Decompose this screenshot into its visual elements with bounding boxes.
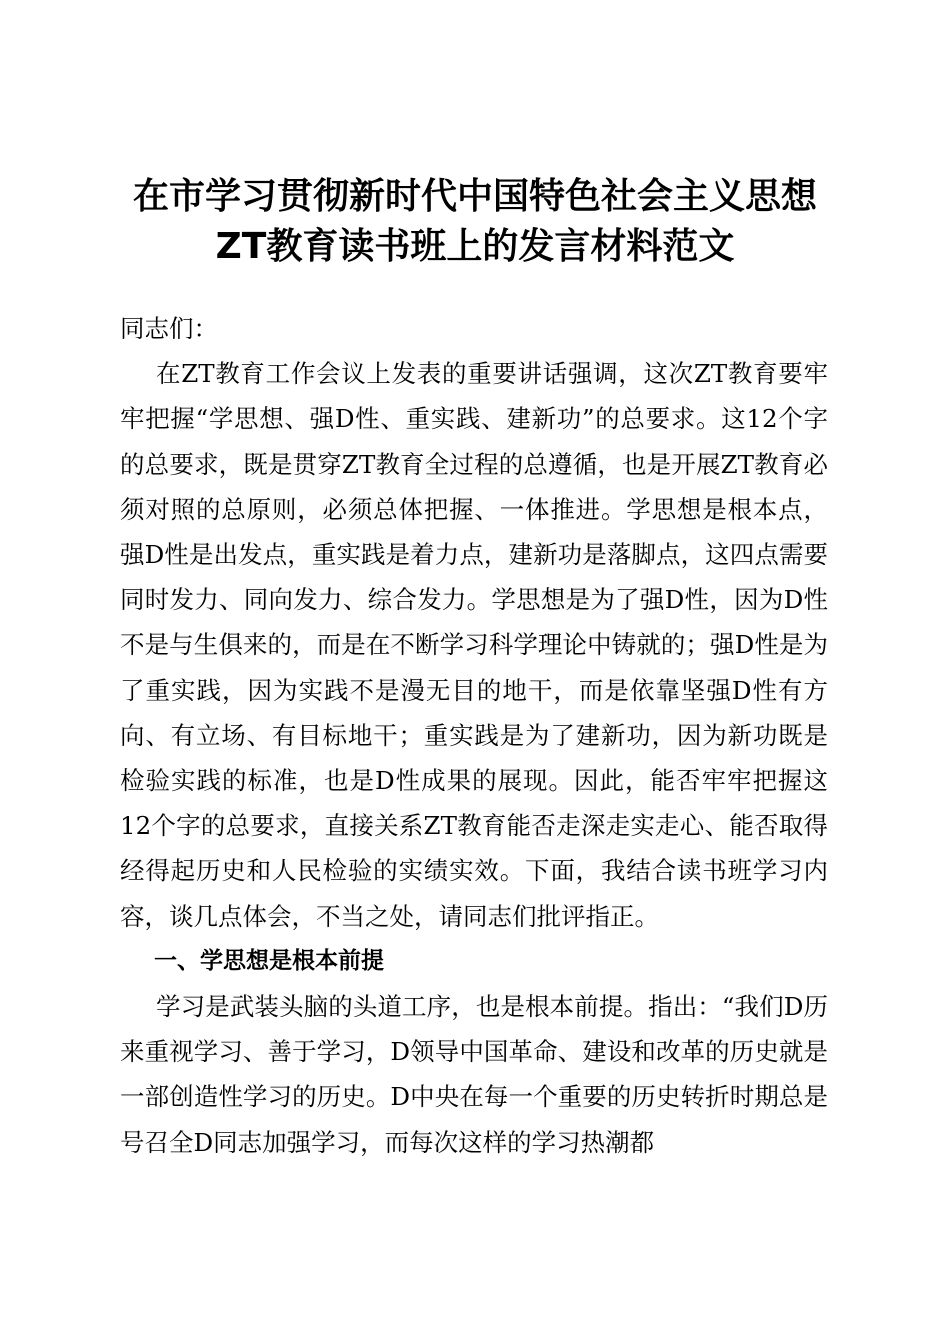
section-heading-1: 一、学思想是根本前提 [154,947,384,974]
document-body [120,306,828,1165]
paragraph-intro: 在ZT教育工作会议上发表的重要讲话强调，这次ZT教育要牢牢把握“学思想、强D性、重实践、建新功”的总要求。这12个字的总要求，既是贯穿ZT教育全过程的总遵循，也是开展ZT教育必须对照的总原则，必须总体把握、一体推进。学思想是根本点，强D性是出发点，重实践是着力点，建新功是落脚点，这四点需要同时发力、同向发力、综合发力。学思想是为了强D性，因为D性不是与生俱来的，而是在不断学习科学理论中铸就的；强D性是为了重实践，因为实践不是漫无目的地干，而是依靠坚强D性有方向、有立场、有目标地干；重实践是为了建新功，因为新功既是检验实践的标准，也是D性成果的展现。因此，能否牢牢把握这12个字的总要求，直接关系ZT教育能否走深走实走心、能否取得经得起历史和人民检验的实绩实效。下面，我结合读书班学习内容，谈几点体会，不当之处，请同志们批评指正。 [120,359,828,931]
paragraph-section-1: 学习是武装头脑的头道工序，也是根本前提。指出：“我们D历来重视学习、善于学习，D领导中国革命、建设和改革的历史就是一部创造性学习的历史。D中央在每一个重要的历史转折时期总是号召全D同志加强学习，而每次这样的学习热潮都 [120,992,828,1157]
title-line-1: 在市学习贯彻新时代中国特色社会主义思想 [132,176,817,217]
document-title [110,172,840,272]
title-line-2: ZT教育读书班上的发言材料范文 [215,226,735,267]
salutation: 同志们： [120,314,218,343]
